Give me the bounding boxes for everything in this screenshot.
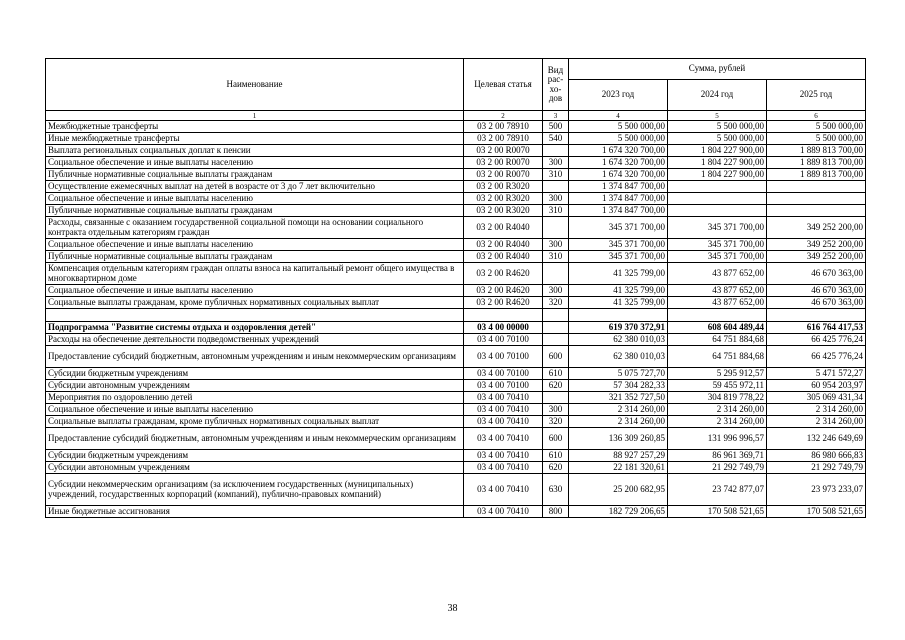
cell-y2024: 2 314 260,00	[668, 404, 767, 416]
cell-name: Социальное обеспечение и иные выплаты населению	[46, 239, 464, 251]
cell-y2024: 21 292 749,79	[668, 462, 767, 474]
cell-type: 600	[543, 346, 569, 368]
cell-y2023: 1 374 847 700,00	[569, 205, 668, 217]
cell-name: Субсидии некоммерческим организациям (за исключением государственных (муниципальных) учреждений, государственных корпораций (компаний), публично-правовых компаний)	[46, 474, 464, 506]
table-row-spacer	[46, 309, 866, 322]
cell-y2023: 88 927 257,29	[569, 450, 668, 462]
cell-y2023: 57 304 282,33	[569, 380, 668, 392]
cell-target: 03 2 00 R4040	[464, 251, 543, 263]
table-row	[46, 121, 866, 133]
empty-cell	[46, 309, 464, 322]
cell-target: 03 4 00 70410	[464, 474, 543, 506]
cell-y2023: 2 314 260,00	[569, 416, 668, 428]
cell-y2025: 60 954 203,97	[767, 380, 866, 392]
cell-y2025: 349 252 200,00	[767, 251, 866, 263]
cell-y2024: 345 371 700,00	[668, 239, 767, 251]
cell-y2025: 349 252 200,00	[767, 217, 866, 239]
table-row	[46, 346, 866, 368]
cell-type: 800	[543, 506, 569, 518]
cell-y2025: 2 314 260,00	[767, 404, 866, 416]
cell-y2023: 1 374 847 700,00	[569, 193, 668, 205]
cell-y2024: 345 371 700,00	[668, 217, 767, 239]
cell-type	[543, 392, 569, 404]
cell-name: Социальные выплаты гражданам, кроме публичных нормативных социальных выплат	[46, 416, 464, 428]
cell-y2024: 1 804 227 900,00	[668, 169, 767, 181]
cell-name: Мероприятия по оздоровлению детей	[46, 392, 464, 404]
cell-y2023: 22 181 320,61	[569, 462, 668, 474]
cell-type: 620	[543, 462, 569, 474]
cell-y2025: 305 069 431,34	[767, 392, 866, 404]
cell-type: 300	[543, 157, 569, 169]
cell-name: Субсидии автономным учреждениям	[46, 462, 464, 474]
empty-cell	[464, 309, 543, 322]
cell-y2024: 5 500 000,00	[668, 121, 767, 133]
cell-name: Публичные нормативные социальные выплаты гражданам	[46, 205, 464, 217]
cell-target: 03 2 00 R0070	[464, 169, 543, 181]
table-row	[46, 334, 866, 346]
cell-y2023: 345 371 700,00	[569, 239, 668, 251]
cell-y2024	[668, 181, 767, 193]
header-year-2024: 2024 год	[668, 80, 767, 111]
table-row	[46, 193, 866, 205]
cell-target: 03 2 00 78910	[464, 133, 543, 145]
cell-y2025: 5 471 572,27	[767, 368, 866, 380]
table-row	[46, 322, 866, 334]
cell-y2024: 1 804 227 900,00	[668, 157, 767, 169]
page-number: 38	[447, 603, 458, 614]
cell-y2023: 321 352 727,50	[569, 392, 668, 404]
cell-type: 310	[543, 169, 569, 181]
cell-y2024: 345 371 700,00	[668, 251, 767, 263]
cell-y2025: 5 500 000,00	[767, 133, 866, 145]
cell-y2023: 41 325 799,00	[569, 285, 668, 297]
table-row	[46, 217, 866, 239]
cell-y2025: 23 973 233,07	[767, 474, 866, 506]
cell-type	[543, 263, 569, 285]
cell-name: Субсидии автономным учреждениям	[46, 380, 464, 392]
cell-target: 03 2 00 78910	[464, 121, 543, 133]
cell-y2023: 136 309 260,85	[569, 428, 668, 450]
cell-y2024: 5 295 912,57	[668, 368, 767, 380]
cell-type: 610	[543, 368, 569, 380]
cell-y2025: 349 252 200,00	[767, 239, 866, 251]
cell-name: Социальное обеспечение и иные выплаты населению	[46, 193, 464, 205]
table-row	[46, 428, 866, 450]
cell-name: Субсидии бюджетным учреждениям	[46, 450, 464, 462]
header-year-2023: 2023 год	[569, 80, 668, 111]
cell-y2023: 41 325 799,00	[569, 297, 668, 309]
table-row	[46, 392, 866, 404]
cell-y2025: 66 425 776,24	[767, 346, 866, 368]
cell-y2024: 608 604 489,44	[668, 322, 767, 334]
cell-y2024: 1 804 227 900,00	[668, 145, 767, 157]
cell-target: 03 2 00 R3020	[464, 193, 543, 205]
cell-type	[543, 145, 569, 157]
cell-target: 03 2 00 R0070	[464, 157, 543, 169]
cell-type	[543, 334, 569, 346]
cell-name: Иные межбюджетные трансферты	[46, 133, 464, 145]
cell-y2025: 46 670 363,00	[767, 263, 866, 285]
cell-y2024: 43 877 652,00	[668, 285, 767, 297]
cell-y2025	[767, 193, 866, 205]
cell-y2024: 170 508 521,65	[668, 506, 767, 518]
cell-target: 03 4 00 70100	[464, 380, 543, 392]
cell-y2023: 41 325 799,00	[569, 263, 668, 285]
table-row	[46, 157, 866, 169]
cell-name: Подпрограмма "Развитие системы отдыха и оздоровления детей"	[46, 322, 464, 334]
cell-name: Осуществление ежемесячных выплат на детей в возрасте от 3 до 7 лет включительно	[46, 181, 464, 193]
cell-y2025: 5 500 000,00	[767, 121, 866, 133]
cell-target: 03 2 00 R4620	[464, 263, 543, 285]
cell-y2024: 131 996 996,57	[668, 428, 767, 450]
table-row	[46, 145, 866, 157]
cell-y2023: 5 500 000,00	[569, 121, 668, 133]
cell-type: 500	[543, 121, 569, 133]
empty-cell	[543, 309, 569, 322]
table-body	[46, 121, 866, 518]
cell-y2023: 345 371 700,00	[569, 217, 668, 239]
cell-y2023: 1 674 320 700,00	[569, 169, 668, 181]
header-name: Наименование	[46, 59, 464, 111]
header-year-2025: 2025 год	[767, 80, 866, 111]
cell-y2023: 1 674 320 700,00	[569, 157, 668, 169]
cell-y2025: 2 314 260,00	[767, 416, 866, 428]
cell-type: 310	[543, 205, 569, 217]
cell-y2023: 1 374 847 700,00	[569, 181, 668, 193]
column-number: 6	[767, 111, 866, 121]
cell-name: Субсидии бюджетным учреждениям	[46, 368, 464, 380]
cell-y2023: 345 371 700,00	[569, 251, 668, 263]
cell-type	[543, 181, 569, 193]
table-header	[46, 59, 866, 121]
cell-y2025	[767, 205, 866, 217]
cell-y2023: 5 075 727,70	[569, 368, 668, 380]
cell-name: Иные бюджетные ассигнования	[46, 506, 464, 518]
cell-target: 03 2 00 R4620	[464, 285, 543, 297]
cell-name: Социальное обеспечение и иные выплаты населению	[46, 285, 464, 297]
cell-target: 03 4 00 70410	[464, 450, 543, 462]
cell-type: 610	[543, 450, 569, 462]
empty-cell	[767, 309, 866, 322]
cell-name: Публичные нормативные социальные выплаты гражданам	[46, 169, 464, 181]
cell-y2025: 1 889 813 700,00	[767, 157, 866, 169]
cell-y2024: 64 751 884,68	[668, 346, 767, 368]
cell-type: 540	[543, 133, 569, 145]
cell-y2025: 1 889 813 700,00	[767, 169, 866, 181]
cell-y2024: 43 877 652,00	[668, 297, 767, 309]
cell-target: 03 2 00 R4040	[464, 239, 543, 251]
cell-name: Компенсация отдельным категориям граждан оплаты взноса на капитальный ремонт общего имущества в многоквартирном доме	[46, 263, 464, 285]
cell-name: Выплата региональных социальных доплат к пенсии	[46, 145, 464, 157]
header-sum: Сумма, рублей	[569, 59, 866, 80]
table-row	[46, 285, 866, 297]
table-row	[46, 297, 866, 309]
header-type: Вид рас-хо-дов	[543, 59, 569, 111]
cell-type: 300	[543, 285, 569, 297]
column-number: 4	[569, 111, 668, 121]
cell-target: 03 2 00 R0070	[464, 145, 543, 157]
column-number: 2	[464, 111, 543, 121]
cell-type: 630	[543, 474, 569, 506]
cell-y2024	[668, 193, 767, 205]
cell-type: 300	[543, 193, 569, 205]
cell-target: 03 2 00 R3020	[464, 205, 543, 217]
cell-y2025: 616 764 417,53	[767, 322, 866, 334]
cell-target: 03 4 00 70100	[464, 368, 543, 380]
cell-type: 600	[543, 428, 569, 450]
cell-name: Социальное обеспечение и иные выплаты населению	[46, 404, 464, 416]
cell-y2023: 5 500 000,00	[569, 133, 668, 145]
cell-y2024	[668, 205, 767, 217]
cell-target: 03 4 00 70410	[464, 404, 543, 416]
cell-target: 03 2 00 R4620	[464, 297, 543, 309]
cell-target: 03 2 00 R4040	[464, 217, 543, 239]
table-row	[46, 251, 866, 263]
cell-type	[543, 322, 569, 334]
cell-y2025: 66 425 776,24	[767, 334, 866, 346]
table-row	[46, 205, 866, 217]
column-number: 1	[46, 111, 464, 121]
cell-y2025: 132 246 649,69	[767, 428, 866, 450]
cell-name: Социальные выплаты гражданам, кроме публичных нормативных социальных выплат	[46, 297, 464, 309]
empty-cell	[668, 309, 767, 322]
cell-type: 320	[543, 416, 569, 428]
cell-name: Социальное обеспечение и иные выплаты населению	[46, 157, 464, 169]
cell-target: 03 4 00 70100	[464, 334, 543, 346]
column-number: 5	[668, 111, 767, 121]
cell-y2023: 62 380 010,03	[569, 334, 668, 346]
cell-y2023: 62 380 010,03	[569, 346, 668, 368]
cell-y2025: 21 292 749,79	[767, 462, 866, 474]
table-row	[46, 263, 866, 285]
table-row	[46, 506, 866, 518]
cell-name: Расходы, связанные с оказанием государственной социальной помощи на основании социального контракта отдельным категориям граждан	[46, 217, 464, 239]
cell-y2023: 25 200 682,95	[569, 474, 668, 506]
cell-y2025: 170 508 521,65	[767, 506, 866, 518]
cell-target: 03 4 00 70410	[464, 416, 543, 428]
cell-type: 300	[543, 239, 569, 251]
cell-y2023: 2 314 260,00	[569, 404, 668, 416]
cell-name: Предоставление субсидий бюджетным, автономным учреждениям и иным некоммерческим организациям	[46, 346, 464, 368]
cell-name: Предоставление субсидий бюджетным, автономным учреждениям и иным некоммерческим организациям	[46, 428, 464, 450]
table-row	[46, 450, 866, 462]
header-target: Целевая статья	[464, 59, 543, 111]
table-row	[46, 368, 866, 380]
cell-y2025: 86 980 666,83	[767, 450, 866, 462]
cell-y2025: 1 889 813 700,00	[767, 145, 866, 157]
cell-y2024: 304 819 778,22	[668, 392, 767, 404]
cell-y2025	[767, 181, 866, 193]
cell-y2024: 86 961 369,71	[668, 450, 767, 462]
cell-y2024: 23 742 877,07	[668, 474, 767, 506]
table-row	[46, 462, 866, 474]
cell-y2024: 2 314 260,00	[668, 416, 767, 428]
table-row	[46, 474, 866, 506]
cell-y2023: 1 674 320 700,00	[569, 145, 668, 157]
table-row	[46, 169, 866, 181]
cell-type: 620	[543, 380, 569, 392]
table-row	[46, 181, 866, 193]
table-row	[46, 380, 866, 392]
cell-target: 03 4 00 70410	[464, 506, 543, 518]
cell-name: Публичные нормативные социальные выплаты гражданам	[46, 251, 464, 263]
cell-type: 310	[543, 251, 569, 263]
cell-name: Расходы на обеспечение деятельности подведомственных учреждений	[46, 334, 464, 346]
budget-table	[45, 58, 866, 518]
cell-target: 03 2 00 R3020	[464, 181, 543, 193]
cell-type: 300	[543, 404, 569, 416]
cell-target: 03 4 00 70410	[464, 462, 543, 474]
cell-target: 03 4 00 70410	[464, 428, 543, 450]
cell-target: 03 4 00 70100	[464, 346, 543, 368]
table-row	[46, 416, 866, 428]
cell-y2024: 5 500 000,00	[668, 133, 767, 145]
cell-y2024: 64 751 884,68	[668, 334, 767, 346]
table-row	[46, 239, 866, 251]
table-row	[46, 404, 866, 416]
cell-y2024: 59 455 972,11	[668, 380, 767, 392]
cell-y2023: 182 729 206,65	[569, 506, 668, 518]
cell-y2024: 43 877 652,00	[668, 263, 767, 285]
cell-name: Межбюджетные трансферты	[46, 121, 464, 133]
cell-y2025: 46 670 363,00	[767, 285, 866, 297]
table-row	[46, 133, 866, 145]
cell-y2023: 619 370 372,91	[569, 322, 668, 334]
cell-type: 320	[543, 297, 569, 309]
cell-target: 03 4 00 70410	[464, 392, 543, 404]
cell-target: 03 4 00 00000	[464, 322, 543, 334]
empty-cell	[569, 309, 668, 322]
cell-y2025: 46 670 363,00	[767, 297, 866, 309]
cell-type	[543, 217, 569, 239]
column-number: 3	[543, 111, 569, 121]
